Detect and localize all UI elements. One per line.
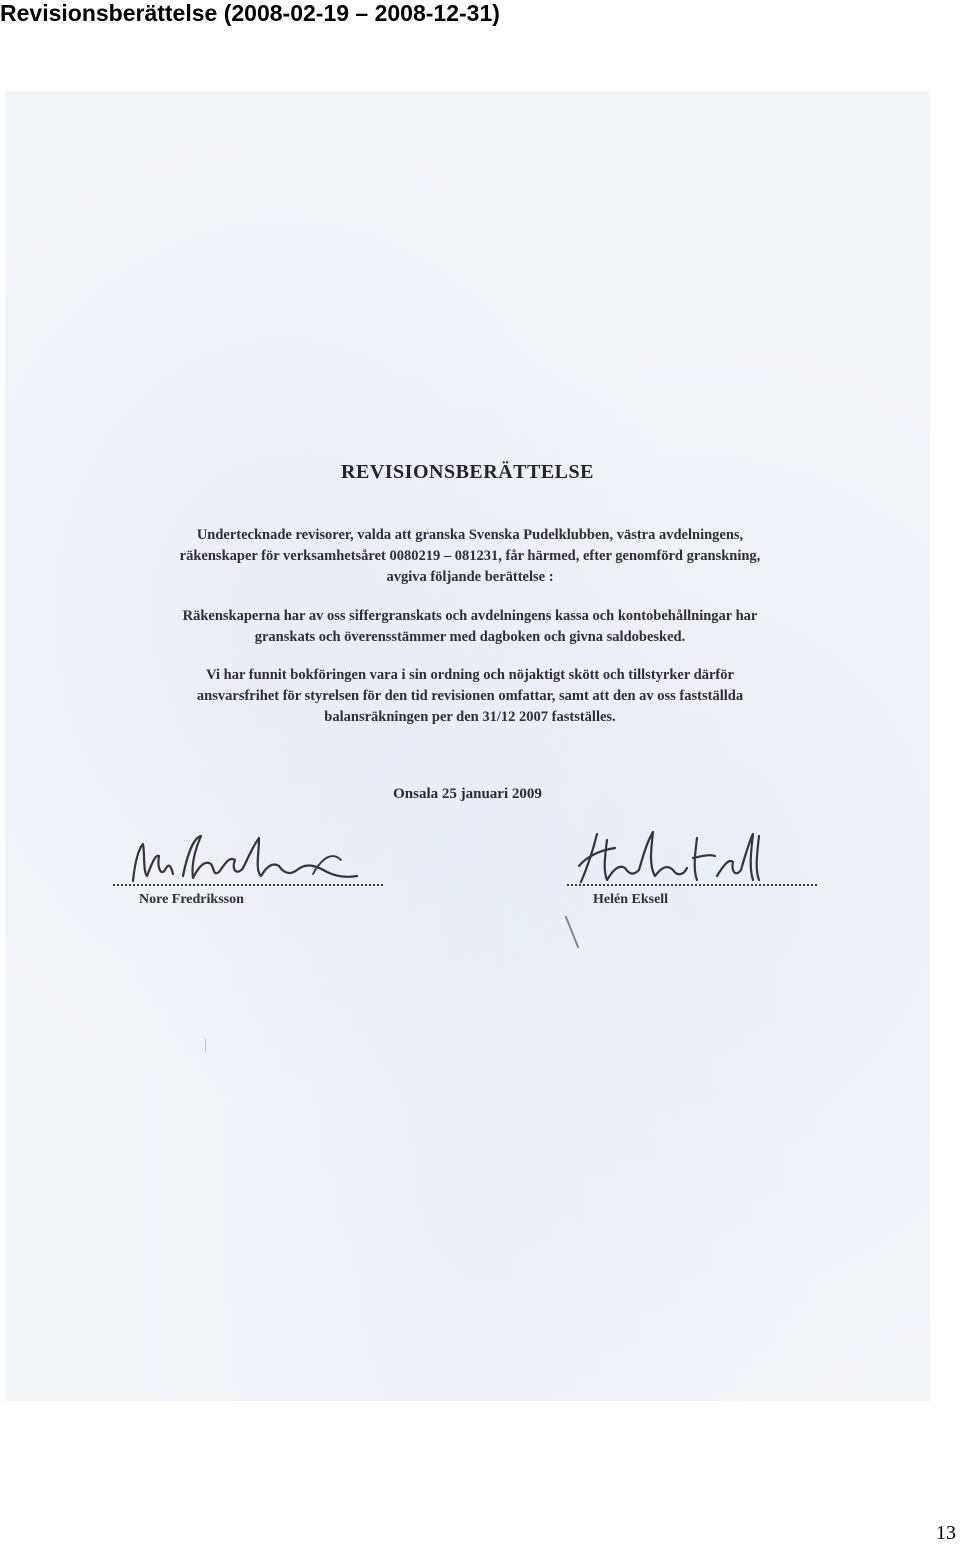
paragraph-line: Undertecknade revisorer, valda att granska Svenska Pudelklubben, västra avdelningens, — [196, 527, 744, 543]
paragraph-line: Räkenskaperna har av oss siffergranskats och avdelningens kassa och kontobehållningar har — [182, 608, 758, 624]
place-and-date: Onsala 25 januari 2009 — [393, 786, 542, 802]
scanned-document-image — [5, 91, 930, 1401]
paragraph-accounts — [105, 606, 835, 648]
signatory-name: Nore Fredriksson — [139, 892, 244, 907]
paragraph-line: balansräkningen per den 31/12 2007 fastställes. — [324, 709, 616, 725]
signature-block-right — [567, 826, 817, 921]
paragraph-line: avgiva följande berättelse : — [386, 569, 554, 585]
signature-line — [113, 884, 383, 886]
paragraph-line: räkenskaper för verksamhetsåret 0080219 – 081231, får härmed, efter genomförd granskning, — [179, 548, 761, 564]
signature-line — [567, 884, 817, 886]
paragraph-line: granskats och överensstämmer med dagboken och givna saldobesked. — [254, 629, 686, 645]
scan-speck — [205, 1039, 206, 1053]
paragraph-introduction — [105, 525, 835, 588]
signature-block-left — [113, 826, 383, 921]
page-number: 13 — [936, 1522, 956, 1544]
document-title: REVISIONSBERÄTTELSE — [341, 461, 594, 483]
paragraph-line: Vi har funnit bokföringen vara i sin ordning och nöjaktigt skött och tillstyrker därför — [206, 667, 734, 683]
page-title: Revisionsberättelse (2008-02-19 – 2008-12-31) — [0, 0, 500, 26]
signatory-name: Helén Eksell — [593, 892, 669, 907]
paragraph-conclusion — [115, 665, 825, 728]
paragraph-line: ansvarsfrihet för styrelsen för den tid revisionen omfattar, samt att den av oss fastställda — [196, 688, 744, 704]
